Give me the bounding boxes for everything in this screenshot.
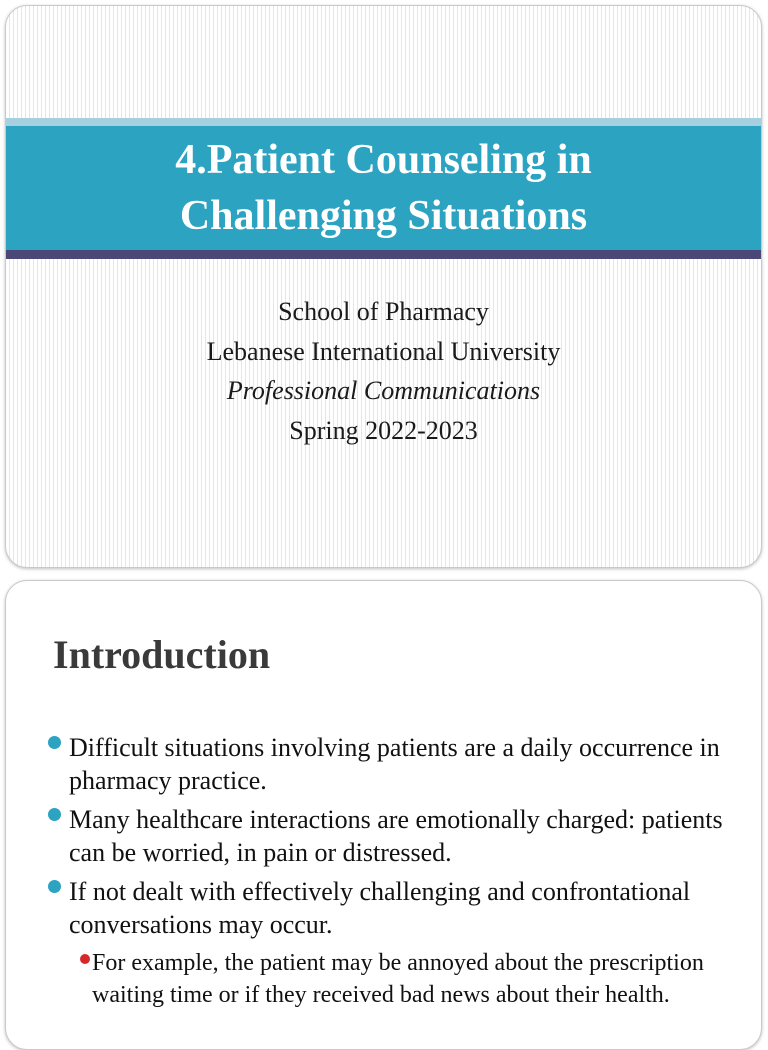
subtitle-block bbox=[6, 292, 761, 450]
title-line-1: 4.Patient Counseling in bbox=[175, 137, 592, 183]
bullet-text: Difficult situations involving patients are a daily occurrence in pharmacy practice. bbox=[69, 733, 720, 795]
sub-bullet-dot-icon bbox=[80, 954, 90, 964]
university-name: Lebanese International University bbox=[206, 336, 561, 366]
bullet-dot-icon bbox=[48, 880, 61, 893]
title-top-rule bbox=[6, 118, 761, 126]
title-bottom-rule bbox=[6, 250, 761, 259]
sub-bullet-text: For example, the patient may be annoyed about the prescription waiting time or if they received bad news about their health. bbox=[92, 950, 704, 1008]
list-item bbox=[46, 803, 736, 869]
bullet-dot-icon bbox=[48, 736, 61, 749]
sub-list-item bbox=[46, 947, 736, 1011]
bullet-text: Many healthcare interactions are emotionally charged: patients can be worried, in pain or distressed. bbox=[69, 805, 723, 867]
list-item bbox=[46, 875, 736, 941]
slide-title bbox=[175, 132, 592, 244]
course-name: Professional Communications bbox=[226, 376, 541, 405]
title-slide bbox=[5, 5, 762, 568]
title-line-2: Challenging Situations bbox=[179, 193, 588, 239]
school-name: School of Pharmacy bbox=[278, 297, 489, 326]
bullet-dot-icon bbox=[48, 808, 61, 821]
list-item bbox=[46, 731, 736, 797]
slide-heading: Introduction bbox=[53, 632, 271, 677]
title-band bbox=[6, 126, 761, 250]
term: Spring 2022-2023 bbox=[289, 415, 478, 445]
bullet-text: If not dealt with effectively challenging and confrontational conversations may occur. bbox=[69, 877, 691, 939]
introduction-slide bbox=[5, 580, 762, 1050]
bullet-list bbox=[46, 731, 736, 1011]
